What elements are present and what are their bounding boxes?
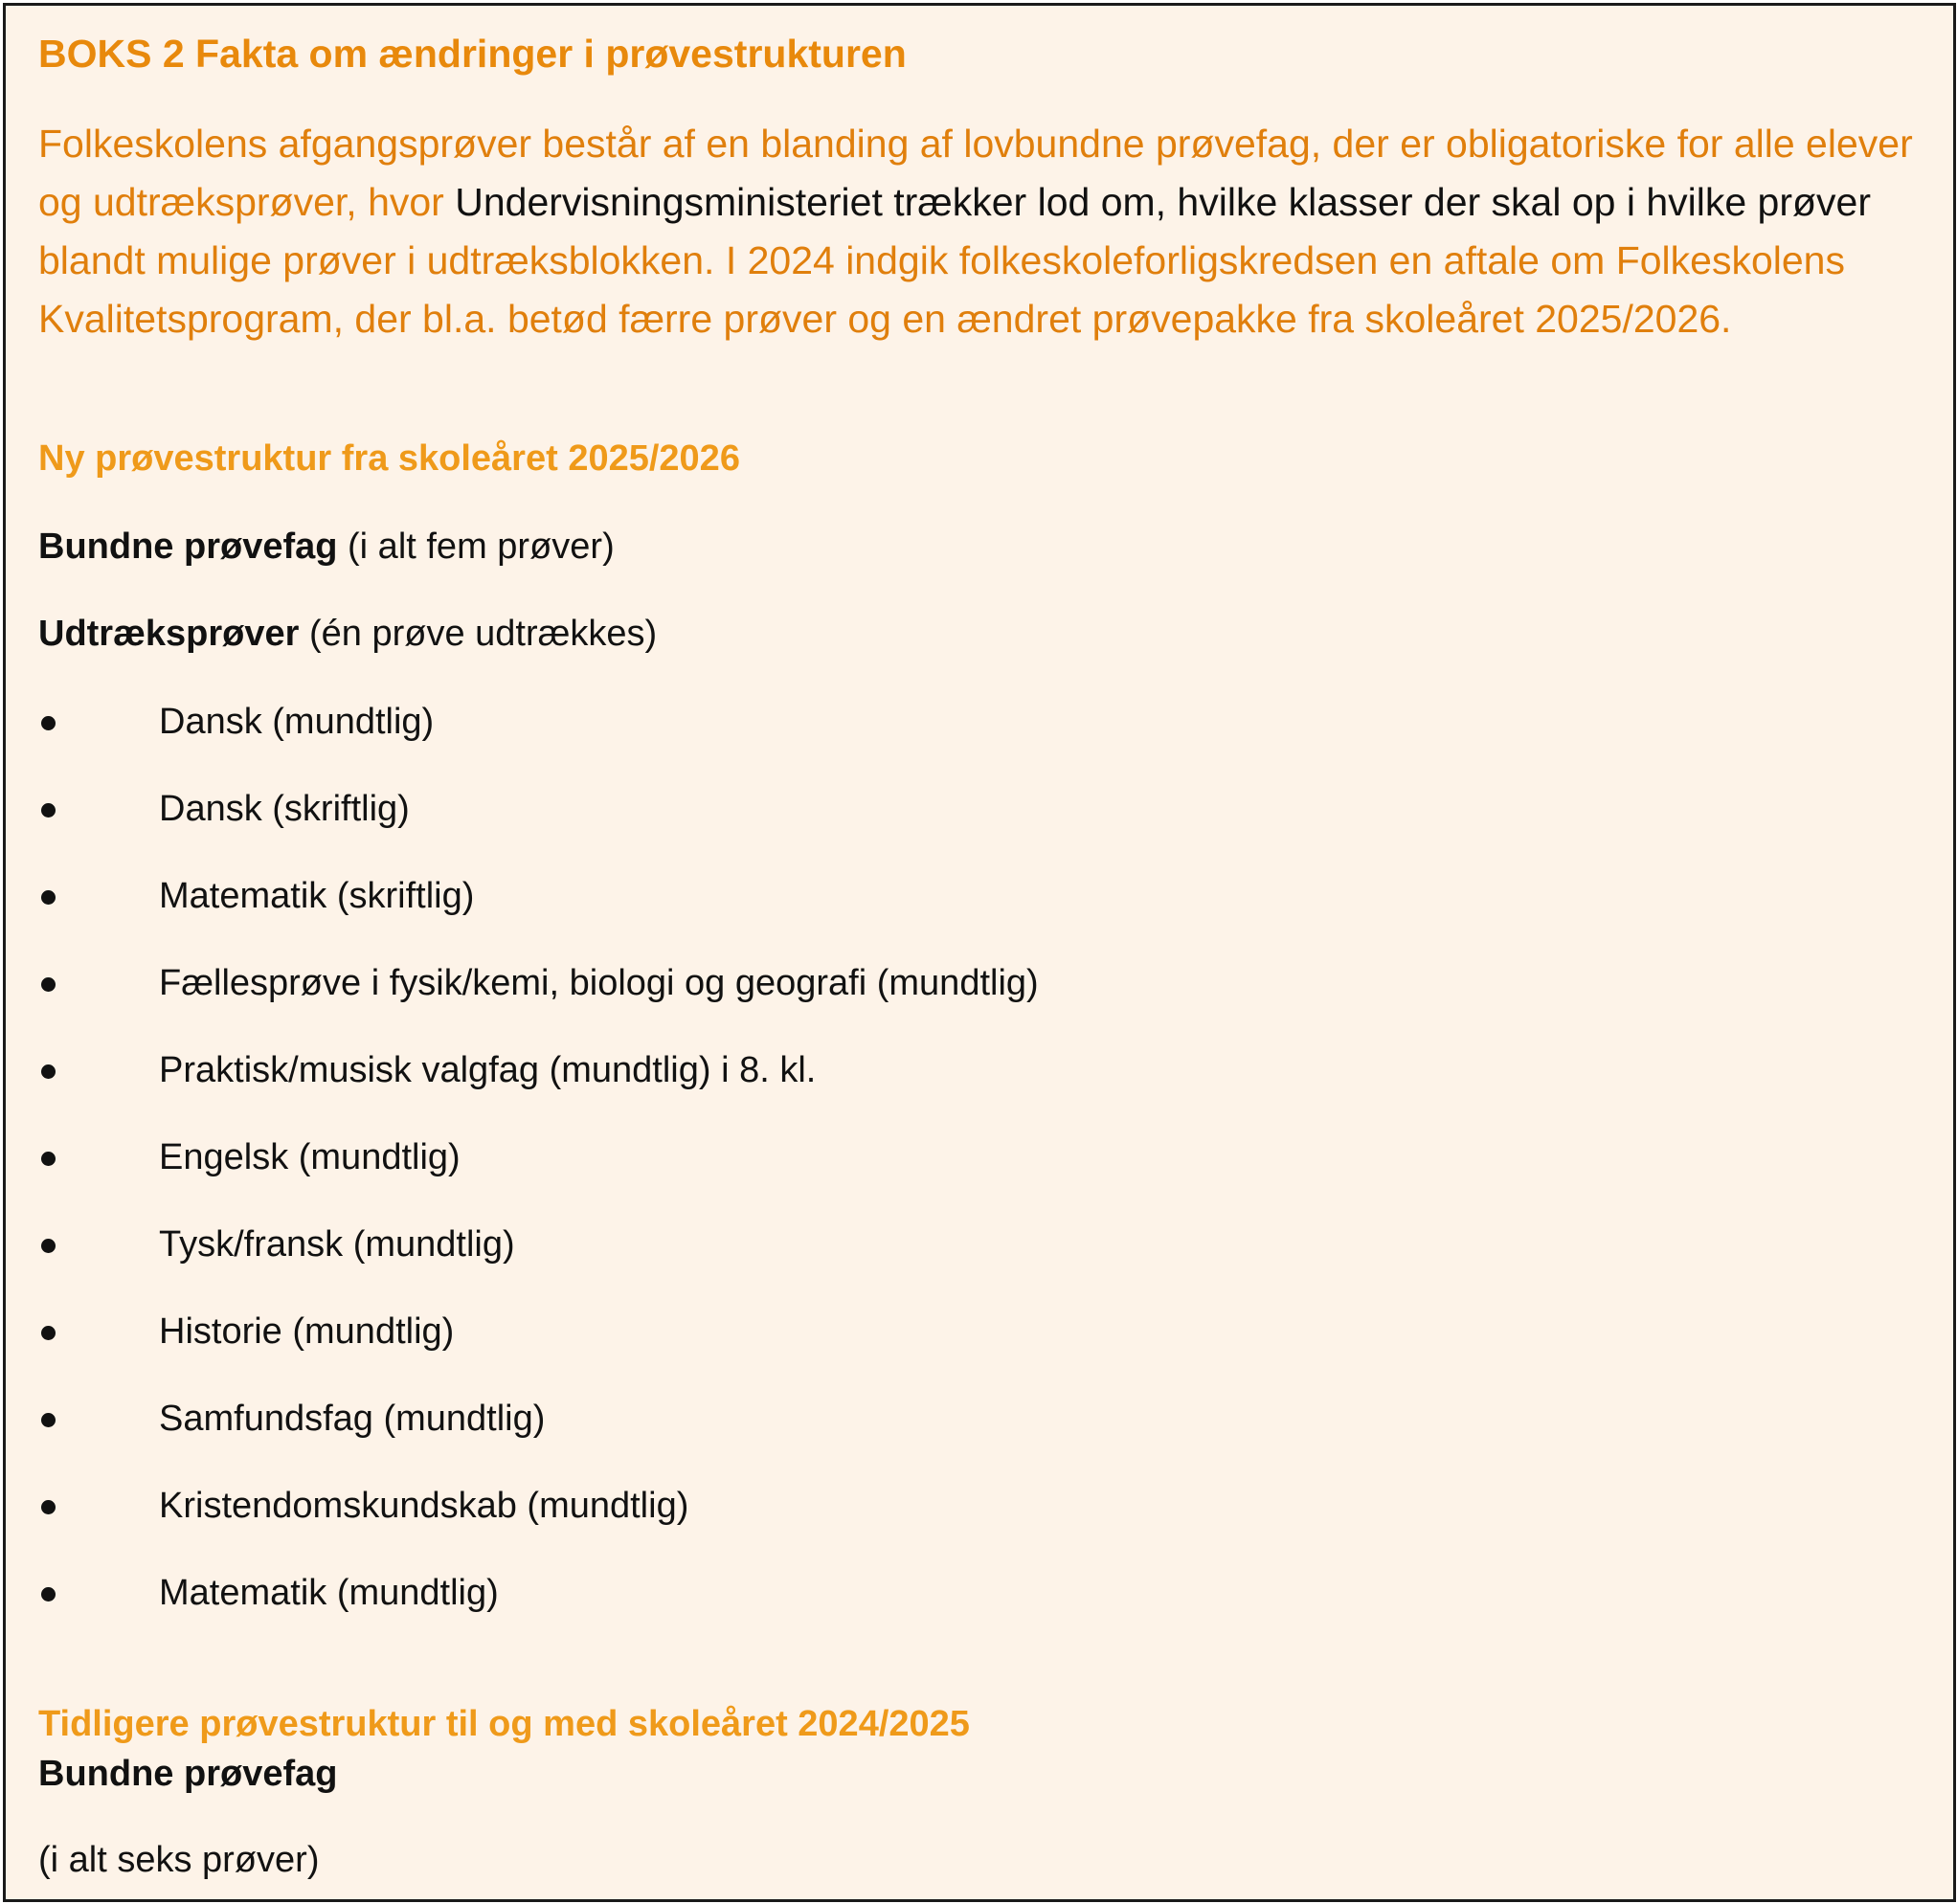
subject-label: Kristendomskundskab (mundtlig) — [159, 1486, 689, 1526]
old-structure-heading: Tidligere prøvestruktur til og med skoleåret 2024/2025 — [38, 1704, 970, 1744]
subject-label: Historie (mundtlig) — [159, 1311, 455, 1352]
intro-text-part-1: Folkeskolens afgangsprøver består af en blanding af lovbundne prøvefag, der er obligatoriske for alle elever og udtræksprøver, hvor — [38, 122, 1913, 224]
bullet-icon — [41, 803, 56, 818]
bullet-icon — [41, 1152, 56, 1166]
new-structure-heading: Ny prøvestruktur fra skoleåret 2025/2026 — [38, 438, 740, 479]
bullet-icon — [41, 890, 56, 905]
subject-label: Matematik (mundtlig) — [159, 1573, 499, 1613]
box-title: BOKS 2 Fakta om ændringer i prøvestrukturen — [38, 32, 907, 76]
subject-label: Praktisk/musisk valgfag (mundtlig) i 8. kl. — [159, 1050, 817, 1090]
fact-box — [3, 3, 1956, 1902]
intro-text-part-2: Undervisningsministeriet trækker lod om, hvilke klasser der skal op i hvilke prøver — [455, 180, 1872, 224]
bullet-icon — [41, 1064, 56, 1079]
bullet-icon — [41, 1413, 56, 1427]
subject-label: Engelsk (mundtlig) — [159, 1137, 461, 1177]
old-bound-subjects-label: Bundne prøvefag — [38, 1754, 338, 1794]
intro-paragraph — [38, 115, 1944, 348]
draw-exams-line — [38, 616, 657, 652]
bullet-icon — [41, 716, 56, 730]
old-bound-subjects-note: (i alt seks prøver) — [38, 1840, 320, 1880]
bullet-icon — [41, 1326, 56, 1340]
draw-exams-note: (én prøve udtrækkes) — [299, 614, 658, 654]
subject-label: Matematik (skriftlig) — [159, 876, 475, 916]
subject-label: Tysk/fransk (mundtlig) — [159, 1224, 515, 1265]
bullet-icon — [41, 1239, 56, 1253]
new-bound-subjects-note: (i alt fem prøver) — [337, 526, 615, 567]
subject-label: Samfundsfag (mundtlig) — [159, 1399, 546, 1439]
subject-label: Dansk (skriftlig) — [159, 789, 410, 829]
subject-label: Dansk (mundtlig) — [159, 702, 435, 742]
bullet-icon — [41, 977, 56, 992]
intro-text-part-3: blandt mulige prøver i udtræksblokken. I 2024 indgik folkeskoleforligskredsen en aftale om Folkeskolens Kvalitetsprogram, der bl.a. betød færre prøver og en ændret prøvepakke fra skoleåret 2025/2026. — [38, 238, 1845, 341]
new-bound-subjects-label: Bundne prøvefag — [38, 526, 338, 567]
subject-label: Fællesprøve i fysik/kemi, biologi og geografi (mundtlig) — [159, 963, 1039, 1003]
draw-exams-label: Udtræksprøver — [38, 614, 300, 654]
bullet-icon — [41, 1500, 56, 1514]
new-bound-subjects-line — [38, 528, 615, 565]
bullet-icon — [41, 1587, 56, 1602]
